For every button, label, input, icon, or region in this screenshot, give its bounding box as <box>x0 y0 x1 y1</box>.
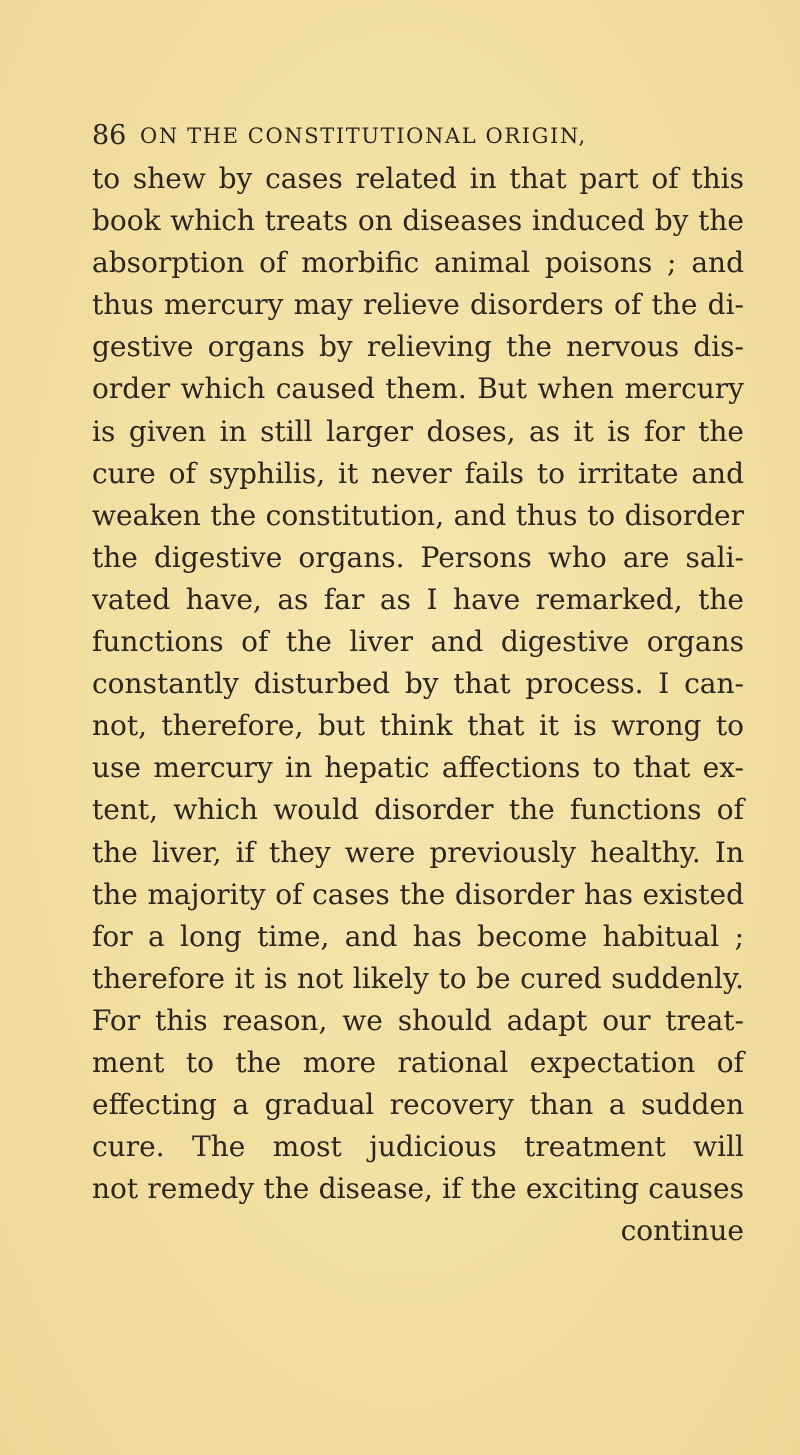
text-line: use mercury in hepatic affections to that ex- <box>92 751 744 785</box>
text-line: functions of the liver and digestive organs <box>92 625 744 659</box>
text-line: vated have, as far as I have remarked, the <box>92 582 744 616</box>
text-line: ment to the more rational expectation of <box>92 1045 744 1079</box>
text-line: the digestive organs. Persons who are sali- <box>92 540 744 574</box>
text-line: thus mercury may relieve disorders of the di- <box>92 288 744 322</box>
text-line: is given in still larger doses, as it is for the <box>92 414 744 448</box>
text-line: to shew by cases related in that part of this <box>92 162 744 195</box>
text-line: not, therefore, but think that it is wrong to <box>92 709 744 743</box>
body-text <box>92 158 744 1252</box>
text-line: weaken the constitution, and thus to disorder <box>92 498 744 532</box>
text-line: therefore it is not likely to be cured suddenly. <box>92 961 744 995</box>
text-line: gestive organs by relieving the nervous dis- <box>92 330 744 364</box>
text-line: absorption of morbific animal poisons ; and <box>92 246 744 280</box>
text-line: the majority of cases the disorder has existed <box>92 877 744 911</box>
text-line: effecting a gradual recovery than a sudden <box>92 1088 744 1122</box>
text-line: for a long time, and has become habitual ; <box>92 919 744 953</box>
text-line: cure of syphilis, it never fails to irritate and <box>92 456 744 490</box>
text-line: tent, which would disorder the functions of <box>92 793 744 827</box>
running-title: ON THE CONSTITUTIONAL ORIGIN, <box>140 124 587 148</box>
running-head <box>92 120 732 160</box>
text-line: cure. The most judicious treatment will <box>92 1130 744 1164</box>
text-line: For this reason, we should adapt our treat- <box>92 1003 744 1037</box>
text-line: the liver, if they were previously healthy. In <box>92 835 744 869</box>
text-line: constantly disturbed by that process. I can- <box>92 667 744 701</box>
text-line: not remedy the disease, if the exciting causes <box>92 1172 744 1206</box>
text-line: order which caused them. But when mercury <box>92 372 744 406</box>
catchword: continue <box>620 1214 744 1248</box>
page-number: 86 <box>92 120 127 151</box>
text-line: book which treats on diseases induced by the <box>92 204 744 238</box>
